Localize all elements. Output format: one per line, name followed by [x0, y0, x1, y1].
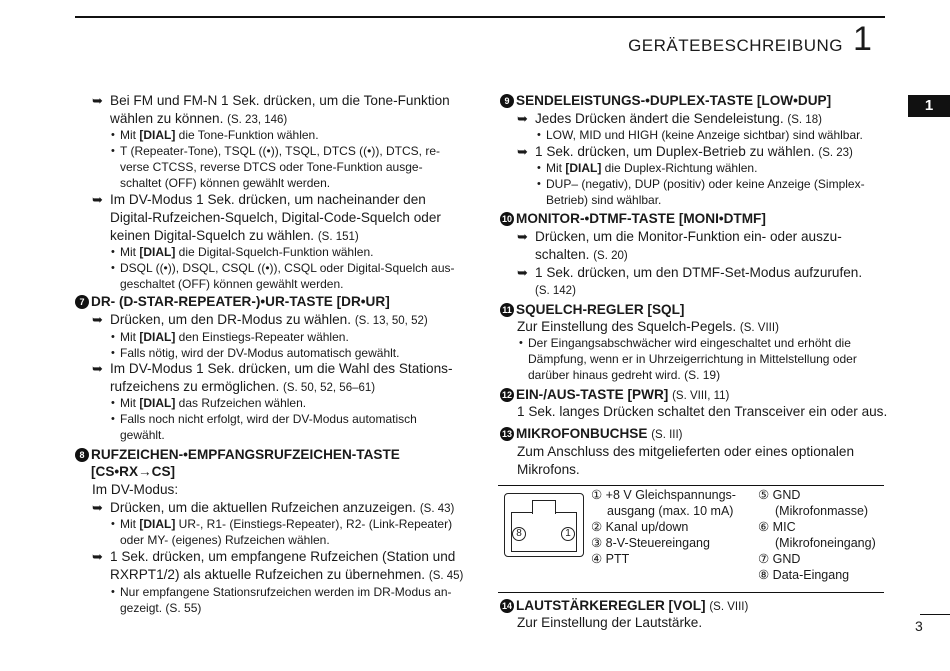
heading-dr-ur: 7 DR- (D-STAR-REPEATER-)•UR-TASTE [DR•UR] — [75, 293, 390, 311]
arrow-icon: ➥ — [92, 312, 103, 327]
arrow-icon: ➥ — [92, 93, 103, 108]
bullet-icon: • — [537, 162, 541, 174]
pin-desc: ② Kanal up/down — [591, 520, 689, 534]
text-line: (S. 142) — [535, 285, 576, 297]
text-line: gezeigt. (S. 55) — [120, 601, 202, 615]
bullet-icon: • — [111, 331, 115, 343]
text-line: Im DV-Modus: — [92, 482, 179, 497]
text-line: T (Repeater-Tone), TSQL ((•)), TSQL, DTCS ((•)), DTCS, re- — [120, 144, 441, 158]
text-line: Mit [DIAL] UR-, R1- (Einstiegs-Repeater), R2- (Link-Repeater) — [120, 517, 453, 531]
text-line: Mikrofons. — [517, 462, 580, 477]
chapter-tab: 1 — [908, 95, 950, 117]
number-badge: 12 — [501, 390, 512, 400]
arrow-icon: ➥ — [517, 229, 528, 244]
text-line: Falls noch nicht erfolgt, wird der DV-Modus automatisch — [120, 412, 417, 426]
heading-cs-rx: 8 RUFZEICHEN-•EMPFANGSRUFZEICHEN-TASTE — [75, 446, 400, 464]
text-line: Dämpfung, wenn er in Uhrzeigerrichtung in Mittelstellung oder — [528, 352, 857, 366]
text-line: Zur Einstellung des Squelch-Pegels. (S. VIII) — [517, 319, 779, 334]
bullet-icon: • — [111, 413, 115, 425]
arrow-icon: ➥ — [517, 111, 528, 126]
text-line: Mit [DIAL] die Duplex-Richtung wählen. — [546, 161, 758, 175]
bullet-icon: • — [537, 178, 541, 190]
bullet-icon: • — [111, 397, 115, 409]
text-line: Im DV-Modus 1 Sek. drücken, um die Wahl des Stations- — [110, 361, 453, 376]
text-line: wählen zu können. (S. 23, 146) — [110, 111, 288, 126]
number-badge: 8 — [75, 448, 89, 462]
bullet-icon: • — [111, 262, 115, 274]
text-line: rufzeichens zu ermöglichen. (S. 50, 52, 56–61) — [110, 379, 376, 394]
text-line: 1 Sek. langes Drücken schaltet den Transceiver ein oder aus. — [517, 404, 888, 419]
heading-moni-dtmf: 10 MONITOR-•DTMF-TASTE [MONI•DTMF] — [501, 211, 766, 226]
bullet-icon: • — [111, 246, 115, 258]
text-line: keinen Digital-Squelch zu wählen. (S. 151) — [110, 228, 359, 243]
heading-low-dup: 9 SENDELEISTUNGS-•DUPLEX-TASTE [LOW•DUP] — [500, 92, 831, 110]
pin-desc: ⑧ Data-Eingang — [758, 568, 850, 582]
text-line: Mit [DIAL] die Tone-Funktion wählen. — [120, 128, 319, 142]
text-line: Betrieb) sind wählbar. — [546, 193, 662, 207]
text-line: Drücken, um den DR-Modus zu wählen. (S. 13, 50, 52) — [110, 312, 428, 327]
pin-desc: ⑦ GND — [758, 552, 801, 566]
pin-1-label: 1 — [561, 527, 575, 541]
chapter-number: 1 — [853, 20, 872, 58]
text-line: LOW, MID und HIGH (keine Anzeige sichtbar) sind wählbar. — [546, 128, 863, 142]
text-line: Zum Anschluss des mitgelieferten oder eines optionalen — [517, 444, 855, 459]
text-line: Der Eingangsabschwächer wird eingeschaltet und erhöht die — [528, 336, 851, 350]
text-line: gewählt. — [120, 428, 165, 442]
number-badge: 10 — [501, 214, 512, 224]
page-rule — [920, 614, 950, 615]
text-line: Bei FM und FM-N 1 Sek. drücken, um die Tone-Funktion — [110, 93, 450, 108]
number-badge: 11 — [500, 303, 514, 317]
pin-desc: (Mikrofoneingang) — [775, 536, 876, 550]
text-line: Falls nötig, wird der DV-Modus automatisch gewählt. — [120, 346, 400, 360]
text-line: 1 Sek. drücken, um empfangene Rufzeichen (Station und — [110, 549, 456, 564]
text-line: oder MY- (eigenes) Rufzeichen wählen. — [120, 533, 330, 547]
pin-desc: ⑥ MIC — [758, 520, 796, 534]
text-line: darüber hinaus gedreht wird. (S. 19) — [528, 368, 721, 382]
text-line: Mit [DIAL] den Einstiegs-Repeater wählen. — [120, 330, 349, 344]
arrow-icon: ➥ — [92, 549, 103, 564]
heading-mic: 13 MIKROFONBUCHSE (S. III) — [501, 426, 683, 441]
text-line: Mit [DIAL] die Digital-Squelch-Funktion wählen. — [120, 245, 374, 259]
section-title: GERÄTEBESCHREIBUNG — [628, 36, 843, 55]
number-badge: 14 — [501, 601, 512, 611]
pin-desc: ⑤ GND — [758, 488, 801, 502]
text-line: RXRPT1/2) als aktuelle Rufzeichen zu übernehmen. (S. 45) — [110, 567, 464, 582]
pin-desc: ④ PTT — [591, 552, 630, 566]
text-line: schaltet (OFF) können gewählt werden. — [120, 176, 331, 190]
bullet-icon: • — [537, 129, 541, 141]
pin-8-label: 8 — [512, 527, 526, 541]
heading-cs-rx-key: [CS•RX→CS] — [91, 464, 176, 479]
number-badge: 13 — [501, 429, 512, 439]
jack-notch — [532, 500, 556, 514]
number-badge: 7 — [75, 295, 89, 309]
arrow-icon: ➥ — [92, 361, 103, 376]
text-line: 1 Sek. drücken, um Duplex-Betrieb zu wählen. (S. 23) — [535, 144, 853, 159]
heading-sql: 11 SQUELCH-REGLER [SQL] — [500, 301, 684, 319]
pin-desc: ③ 8-V-Steuereingang — [591, 536, 710, 550]
text-line: schalten. (S. 20) — [535, 247, 628, 262]
bullet-icon: • — [111, 347, 115, 359]
text-line: Mit [DIAL] das Rufzeichen wählen. — [120, 396, 307, 410]
heading-pwr: 12 EIN-/AUS-TASTE [PWR] (S. VIII, 11) — [501, 387, 730, 402]
number-badge: 9 — [500, 94, 514, 108]
text-line: Digital-Rufzeichen-Squelch, Digital-Code-Squelch oder — [110, 210, 441, 225]
bullet-icon: • — [111, 518, 115, 530]
arrow-icon: ➥ — [92, 500, 103, 515]
arrow-icon: ➥ — [92, 192, 103, 207]
text-line: DUP– (negativ), DUP (positiv) oder keine Anzeige (Simplex- — [546, 177, 865, 191]
arrow-icon: ➥ — [517, 265, 528, 280]
text-line: Drücken, um die aktuellen Rufzeichen anzuzeigen. (S. 43) — [110, 500, 455, 515]
bullet-icon: • — [111, 586, 115, 598]
heading-vol: 14 LAUTSTÄRKEREGLER [VOL] (S. VIII) — [501, 598, 749, 613]
header-rule — [75, 16, 885, 18]
bullet-icon: • — [111, 129, 115, 141]
text-line: Zur Einstellung der Lautstärke. — [517, 615, 703, 630]
bullet-icon: • — [111, 145, 115, 157]
text-line: verse CTCSS, reverse DTCS oder Tone-Funktion ausge- — [120, 160, 423, 174]
text-line: Jedes Drücken ändert die Sendeleistung. (S. 18) — [535, 111, 822, 126]
text-line: Nur empfangene Stationsrufzeichen werden im DR-Modus an- — [120, 585, 452, 599]
text-line: DSQL ((•)), DSQL, CSQL ((•)), CSQL oder Digital-Squelch aus- — [120, 261, 455, 275]
text-line: Im DV-Modus 1 Sek. drücken, um nacheinander den — [110, 192, 426, 207]
text-line: 1 Sek. drücken, um den DTMF-Set-Modus aufzurufen. — [535, 265, 863, 280]
page-number: 3 — [915, 618, 923, 634]
arrow-icon: ➥ — [517, 144, 528, 159]
pin-desc: ausgang (max. 10 mA) — [607, 504, 734, 518]
bullet-icon: • — [519, 337, 523, 349]
pin-desc: (Mikrofonmasse) — [775, 504, 869, 518]
pin-desc: ① +8 V Gleichspannungs- — [591, 488, 736, 502]
text-line: Drücken, um die Monitor-Funktion ein- oder auszu- — [535, 229, 842, 244]
text-line: geschaltet (OFF) können gewählt werden. — [120, 277, 344, 291]
